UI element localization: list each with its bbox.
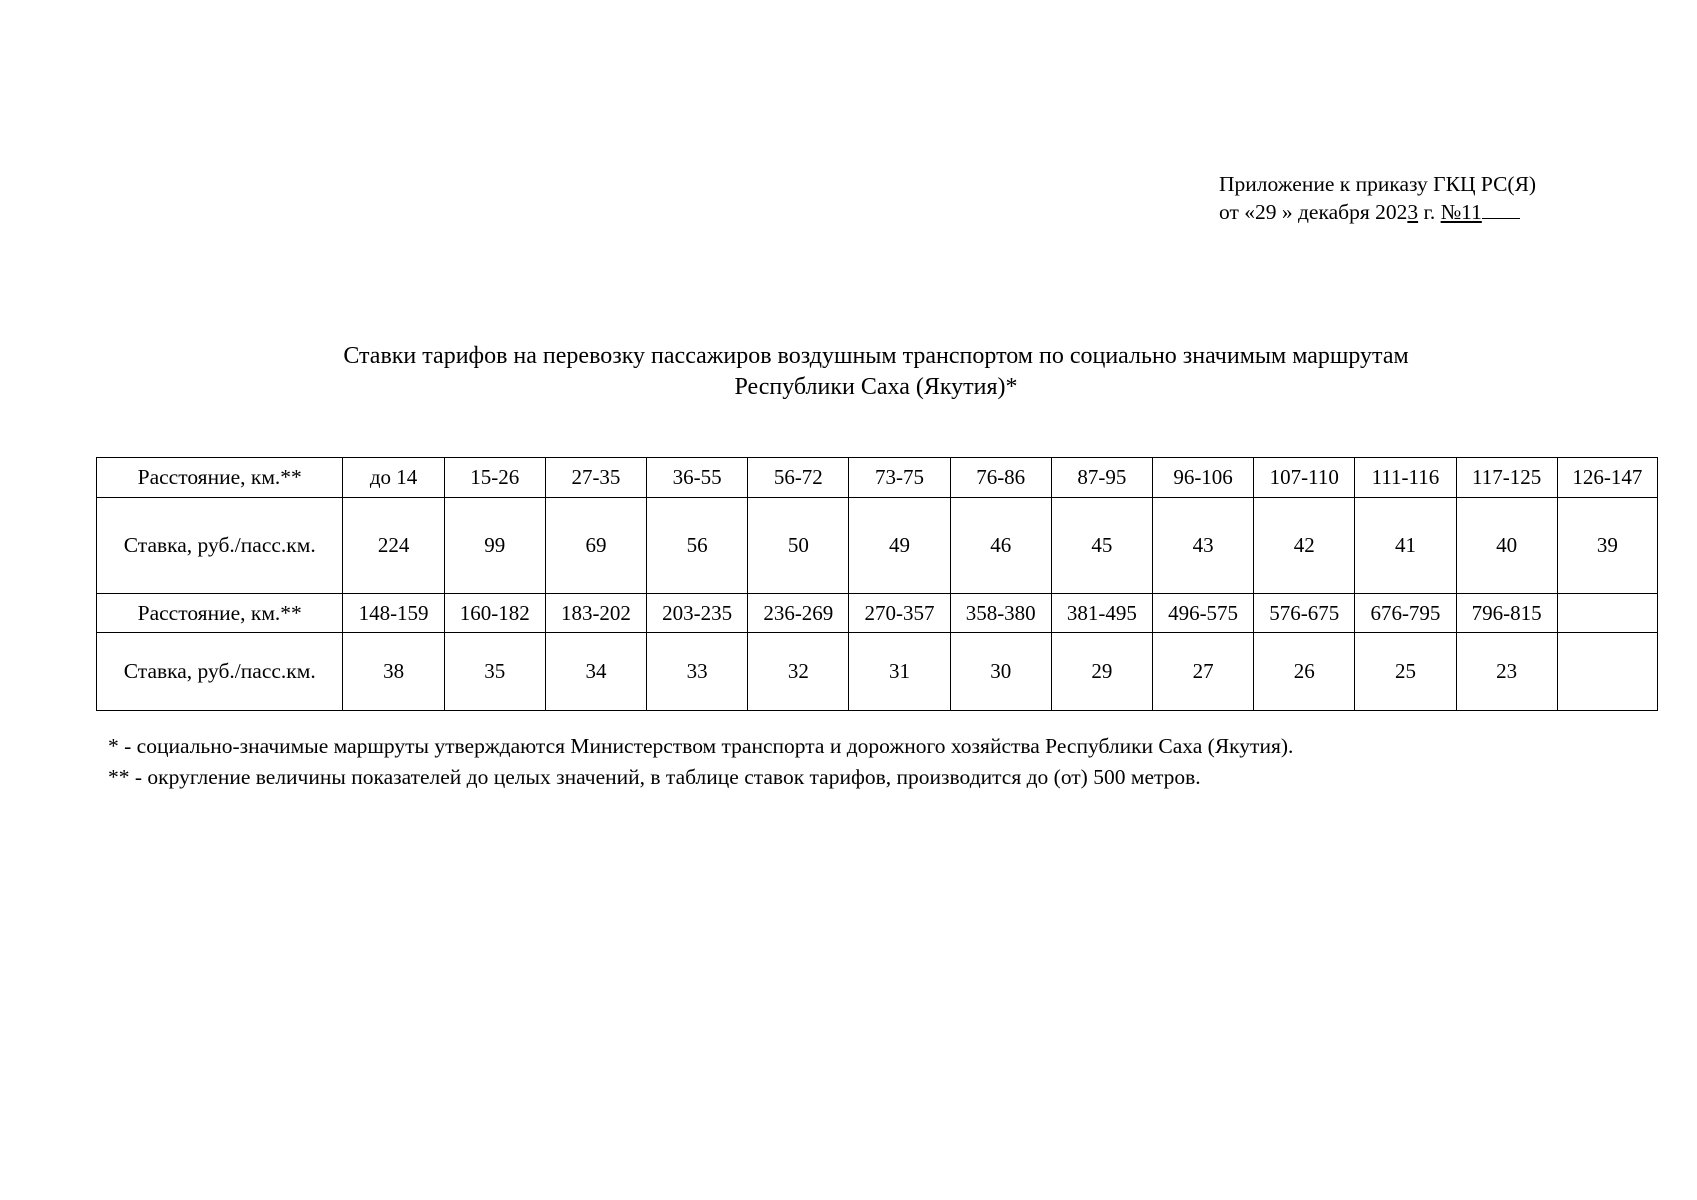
rate-cell: 32 bbox=[748, 633, 849, 711]
distance-cell: 111-116 bbox=[1355, 458, 1456, 498]
distance-cell: 576-675 bbox=[1254, 594, 1355, 633]
rate-cell: 27 bbox=[1152, 633, 1253, 711]
document-title bbox=[0, 341, 1697, 403]
rate-cell: 43 bbox=[1152, 498, 1253, 594]
rate-label-cell: Ставка, руб./пасс.км. bbox=[97, 633, 343, 711]
empty-cell bbox=[1557, 633, 1657, 711]
rate-cell: 40 bbox=[1456, 498, 1557, 594]
rate-cell: 30 bbox=[950, 633, 1051, 711]
footnote-1: * - социально-значимые маршруты утверждаются Министерством транспорта и дорожного хозяйства Республики Саха (Якутия). bbox=[108, 734, 1294, 758]
rate-cell: 23 bbox=[1456, 633, 1557, 711]
distance-cell: 73-75 bbox=[849, 458, 950, 498]
approval-line-1: Приложение к приказу ГКЦ РС(Я) bbox=[1219, 172, 1537, 196]
rate-cell: 26 bbox=[1254, 633, 1355, 711]
distance-cell: 148-159 bbox=[343, 594, 444, 633]
distance-cell: 126-147 bbox=[1557, 458, 1657, 498]
rate-cell: 31 bbox=[849, 633, 950, 711]
rate-row-1 bbox=[97, 498, 1658, 594]
distance-cell: 117-125 bbox=[1456, 458, 1557, 498]
distance-row-2 bbox=[97, 594, 1658, 633]
distance-cell: 15-26 bbox=[444, 458, 545, 498]
rate-cell: 56 bbox=[647, 498, 748, 594]
rate-cell: 38 bbox=[343, 633, 444, 711]
approval-date: от «29 » декабря 202 bbox=[1219, 200, 1408, 224]
empty-cell bbox=[1557, 594, 1657, 633]
distance-cell: 76-86 bbox=[950, 458, 1051, 498]
distance-cell: 27-35 bbox=[545, 458, 646, 498]
distance-cell: 236-269 bbox=[748, 594, 849, 633]
distance-cell: 183-202 bbox=[545, 594, 646, 633]
distance-cell: 107-110 bbox=[1254, 458, 1355, 498]
rate-cell: 45 bbox=[1051, 498, 1152, 594]
distance-label-cell: Расстояние, км.** bbox=[97, 594, 343, 633]
rate-cell: 25 bbox=[1355, 633, 1456, 711]
rate-cell: 46 bbox=[950, 498, 1051, 594]
rate-cell: 99 bbox=[444, 498, 545, 594]
approval-header bbox=[1219, 170, 1536, 226]
distance-cell: 796-815 bbox=[1456, 594, 1557, 633]
distance-cell: 381-495 bbox=[1051, 594, 1152, 633]
rate-cell: 35 bbox=[444, 633, 545, 711]
rate-cell: 224 bbox=[343, 498, 444, 594]
rate-cell: 33 bbox=[647, 633, 748, 711]
rate-cell: 50 bbox=[748, 498, 849, 594]
rate-label-cell: Ставка, руб./пасс.км. bbox=[97, 498, 343, 594]
distance-cell: 87-95 bbox=[1051, 458, 1152, 498]
approval-number-underline bbox=[1482, 201, 1520, 219]
approval-line-2 bbox=[1219, 198, 1536, 226]
distance-label-cell: Расстояние, км.** bbox=[97, 458, 343, 498]
approval-order-number: №11 bbox=[1440, 200, 1482, 224]
rate-cell: 39 bbox=[1557, 498, 1657, 594]
footnote-2: ** - округление величины показателей до целых значений, в таблице ставок тарифов, производится до (от) 500 метров. bbox=[108, 765, 1201, 789]
distance-cell: 270-357 bbox=[849, 594, 950, 633]
distance-cell: 96-106 bbox=[1152, 458, 1253, 498]
distance-cell: 56-72 bbox=[748, 458, 849, 498]
distance-cell: 160-182 bbox=[444, 594, 545, 633]
rate-cell: 49 bbox=[849, 498, 950, 594]
distance-cell: 36-55 bbox=[647, 458, 748, 498]
footnotes bbox=[108, 731, 1293, 793]
approval-year-suffix: г. bbox=[1418, 200, 1441, 224]
distance-cell: 676-795 bbox=[1355, 594, 1456, 633]
approval-year-end: 3 bbox=[1407, 200, 1419, 224]
title-line-1: Ставки тарифов на перевозку пассажиров воздушным транспортом по социально значимым маршрутам bbox=[343, 343, 1409, 369]
rate-row-2 bbox=[97, 633, 1658, 711]
rate-cell: 69 bbox=[545, 498, 646, 594]
distance-cell: 496-575 bbox=[1152, 594, 1253, 633]
distance-cell: до 14 bbox=[343, 458, 444, 498]
rate-cell: 34 bbox=[545, 633, 646, 711]
rate-cell: 42 bbox=[1254, 498, 1355, 594]
title-line-2: Республики Саха (Якутия)* bbox=[734, 374, 1018, 400]
tariff-table bbox=[96, 457, 1658, 711]
distance-cell: 358-380 bbox=[950, 594, 1051, 633]
rate-cell: 41 bbox=[1355, 498, 1456, 594]
distance-row-1 bbox=[97, 458, 1658, 498]
rate-cell: 29 bbox=[1051, 633, 1152, 711]
distance-cell: 203-235 bbox=[647, 594, 748, 633]
